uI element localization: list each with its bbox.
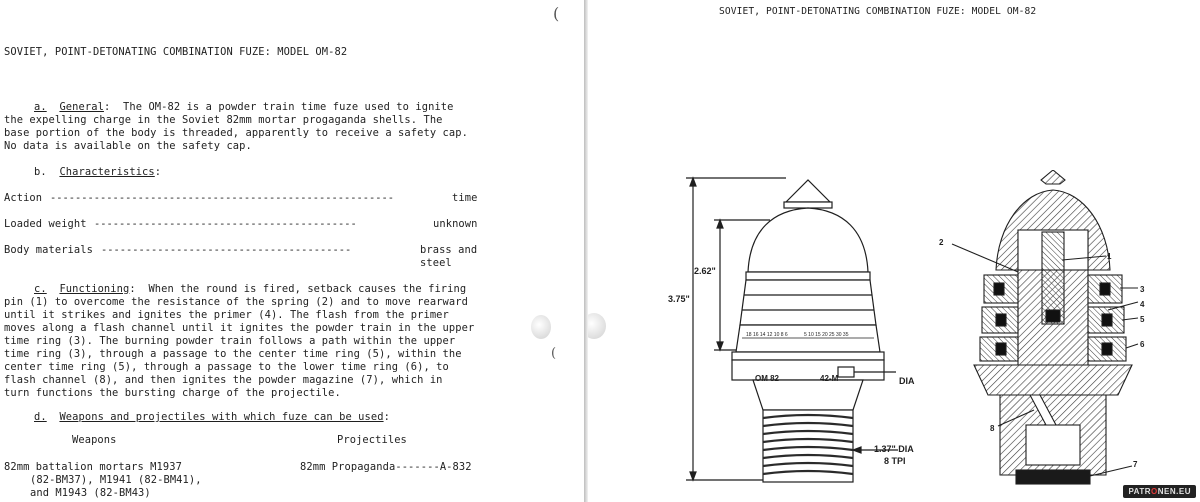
callout-2: 2: [939, 238, 944, 247]
functioning-line-7: flash channel (8), and then ignites the powder magazine (7), which in: [4, 374, 443, 386]
char-leader-action: -------------------------------------------------------: [50, 192, 395, 204]
char-value-weight: unknown: [433, 218, 478, 230]
scale-upper-label: 18 16 14 12 10 8 6: [746, 332, 788, 338]
functioning-first-line: c. Functioning: When the round is fired, setback causes the firing: [34, 283, 467, 295]
primer: [1046, 310, 1060, 322]
binder-bracket-mark: (: [553, 4, 560, 23]
upper-time-ring: [740, 280, 876, 325]
functioning-heading: Functioning: [59, 283, 130, 295]
section-tip: [1041, 170, 1065, 184]
thread-diameter-label: 1.37" DIA: [874, 444, 914, 454]
char-value-materials-2: steel: [420, 257, 452, 269]
watermark-text-a: PATR: [1128, 487, 1152, 496]
source-watermark: [1123, 485, 1196, 498]
general-line-0: The OM-82 is a powder train time fuze used to ignite: [123, 101, 454, 113]
weapons-heading-line: d. Weapons and projectiles with which fuze can be used:: [34, 411, 390, 423]
page-title-right: SOVIET, POINT-DETONATING COMBINATION FUZE: MODEL OM-82: [719, 6, 1037, 17]
binder-hole: [531, 315, 551, 339]
fuze-dome: [748, 208, 868, 272]
general-line-3: No data is available on the safety cap.: [4, 140, 252, 152]
char-label-weight: Loaded weight: [4, 218, 87, 230]
powder-pellet: [1102, 314, 1112, 326]
powder-pellet: [996, 314, 1006, 326]
powder-pellet: [996, 343, 1006, 355]
head-length-label: 2.62": [694, 266, 716, 276]
right-document-page: [588, 0, 1200, 502]
callout-6: 6: [1140, 340, 1145, 349]
char-value-materials: brass and: [420, 244, 478, 256]
powder-magazine: [1016, 470, 1090, 484]
section-marker-d: d.: [34, 411, 47, 423]
characteristics-heading-line: b. Characteristics:: [34, 166, 162, 178]
powder-pellet: [1102, 343, 1112, 355]
weapons-column-header: Weapons: [72, 434, 117, 446]
characteristics-heading: Characteristics: [59, 166, 155, 178]
weapons-line-0: 82mm battalion mortars M1937: [4, 461, 182, 473]
callout-1: 1: [1107, 252, 1112, 261]
section-marker-a: a.: [34, 101, 47, 113]
functioning-line-0: When the round is fired, setback causes the firing: [148, 283, 467, 295]
left-document-page: [0, 0, 584, 502]
watermark-text-c: NEN.EU: [1157, 487, 1191, 496]
functioning-line-1: pin (1) to overcome the resistance of the spring (2) and to move rearward: [4, 296, 468, 308]
callout-5: 5: [1140, 315, 1145, 324]
functioning-line-2: until it strikes and ignites the primer (4). The flash from the primer: [4, 309, 449, 321]
projectiles-column-header: Projectiles: [337, 434, 407, 446]
lower-time-ring: [736, 325, 880, 352]
binder-tick-mark: (: [551, 346, 557, 361]
weapons-heading: Weapons and projectiles with which fuze can be used: [59, 411, 384, 423]
callout-4: 4: [1140, 300, 1145, 309]
thread-tpi-label: 8 TPI: [884, 456, 906, 466]
char-leader-weight: ------------------------------------------: [94, 218, 357, 230]
weapons-line-2: and M1943 (82-BM43): [30, 487, 151, 499]
fuze-cross-section-drawing: [938, 170, 1168, 502]
band-dia-label: DIA: [899, 376, 915, 386]
char-value-action: time: [452, 192, 478, 204]
section-base-collar: [974, 365, 1132, 395]
general-line-2: base portion of the body is threaded, apparently to receive a safety cap.: [4, 127, 468, 139]
scale-lower-label: 5 10 15 20 25 30 35: [804, 332, 849, 338]
functioning-line-4: time ring (3). The burning powder train follows a path within the upper: [4, 335, 456, 347]
functioning-line-6: center time ring (5), through a passage to the lower time ring (6), to: [4, 361, 449, 373]
functioning-line-3: moves along a flash channel until it ignites the powder train in the upper: [4, 322, 475, 334]
functioning-line-8: turn functions the bursting charge of the projectile.: [4, 387, 341, 399]
fuze-neck: [753, 380, 863, 410]
callout-3: 3: [1140, 285, 1145, 294]
projectile-entry: 82mm Propaganda-------A-832: [300, 461, 472, 473]
fuze-tip: [786, 180, 830, 202]
callout-8: 8: [990, 424, 995, 433]
band-marking-left: OM 82: [755, 374, 780, 383]
binder-hole-right: [588, 313, 606, 339]
section-marker-b: b.: [34, 166, 47, 178]
page-title: SOVIET, POINT-DETONATING COMBINATION FUZE: MODEL OM-82: [4, 46, 348, 58]
general-line-1: the expelling charge in the Soviet 82mm mortar progaganda shells. The: [4, 114, 443, 126]
callout-7: 7: [1133, 460, 1138, 469]
general-paragraph-first-line: a. General: The OM-82 is a powder train time fuze used to ignite: [34, 101, 454, 113]
band-marking-right: 42-M: [820, 374, 839, 383]
general-heading: General: [59, 101, 104, 113]
powder-pellet: [1100, 283, 1110, 295]
powder-pellet: [994, 283, 1004, 295]
char-label-materials: Body materials: [4, 244, 93, 256]
functioning-line-5: time ring (3), through a passage to the center time ring (5), within the: [4, 348, 462, 360]
char-leader-materials: ----------------------------------------: [101, 244, 352, 256]
weapons-line-1: (82-BM37), M1941 (82-BM41),: [30, 474, 202, 486]
watermark-text-b: O: [1151, 487, 1158, 496]
overall-length-label: 3.75": [668, 294, 690, 304]
section-marker-c: c.: [34, 283, 47, 295]
char-label-action: Action: [4, 192, 43, 204]
